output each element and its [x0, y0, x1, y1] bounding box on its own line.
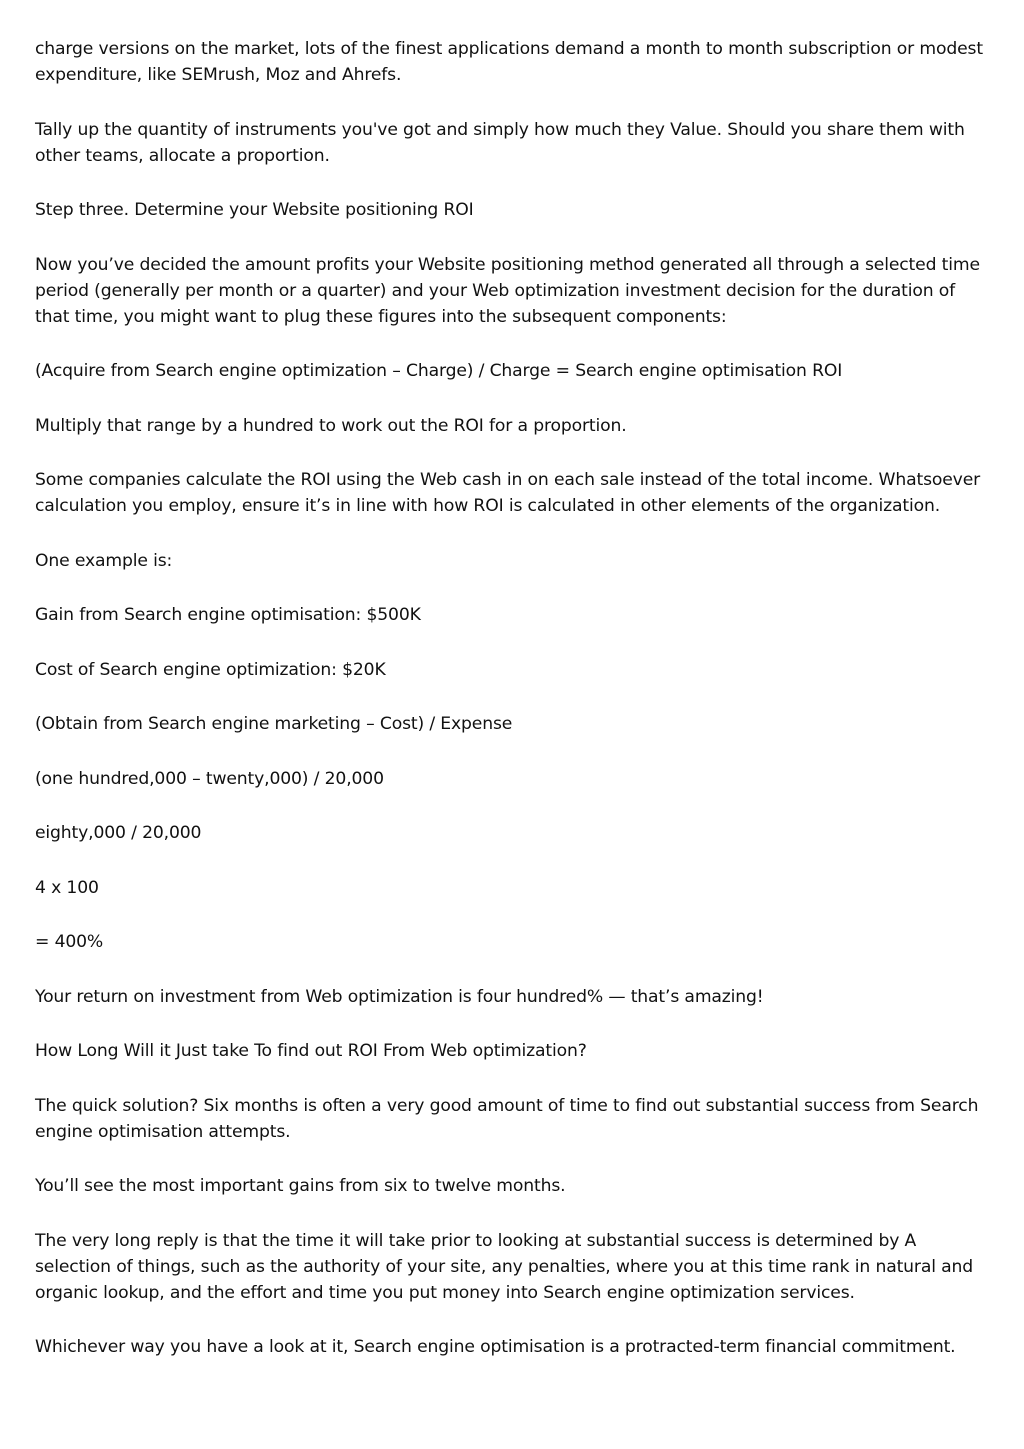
example-step-3: 4 x 100 — [35, 877, 99, 898]
paragraph-gains: You’ll see the most important gains from six to twelve months. — [35, 1176, 566, 1196]
paragraph-tools-cost: charge versions on the market, lots of the finest applications demand a month to month subscription or modest expenditure, like SEMrush, Moz and Ahrefs. — [35, 39, 983, 85]
example-step-1: (one hundred,000 – twenty,000) / 20,000 — [35, 768, 384, 789]
paragraph-companies-calculate: Some companies calculate the ROI using the Web cash in on each sale instead of the total income. Whatsoever calculation you employ, ensure it’s in line with how ROI is calculated in other elements of the organization. — [35, 470, 981, 516]
paragraph-plug-figures: Now you’ve decided the amount profits your Website positioning method generated all through a selected time period (generally per month or a quarter) and your Web optimization investment decision for the duration of that time, you might want to plug these figures into the subsequent components: — [35, 254, 980, 327]
example-formula: (Obtain from Search engine marketing – Cost) / Expense — [35, 714, 513, 734]
paragraph-return: Your return on investment from Web optimization is four hundred% — that’s amazing! — [35, 986, 764, 1007]
example-cost: Cost of Search engine optimization: $20K — [35, 659, 386, 680]
roi-formula: (Acquire from Search engine optimization – Charge) / Charge = Search engine optimisation ROI — [35, 361, 843, 381]
document-page — [35, 36, 990, 1389]
step-three-heading: Step three. Determine your Website positioning ROI — [35, 200, 474, 220]
paragraph-tally-tools: Tally up the quantity of instruments you've got and simply how much they Value. Should you share them with other teams, allocate a proportion. — [35, 119, 965, 166]
how-long-heading: How Long Will it Just take To find out ROI From Web optimization? — [35, 1041, 587, 1061]
example-step-2: eighty,000 / 20,000 — [35, 823, 202, 843]
paragraph-conclusion: Whichever way you have a look at it, Search engine optimisation is a protracted-term financial commitment. — [35, 1337, 956, 1357]
paragraph-quick-solution: The quick solution? Six months is often a very good amount of time to find out substantial success from Search engine optimisation attempts. — [35, 1095, 979, 1142]
paragraph-multiply: Multiply that range by a hundred to work out the ROI for a proportion. — [35, 415, 627, 436]
paragraph-long-reply: The very long reply is that the time it will take prior to looking at substantial success is determined by A selection of things, such as the authority of your site, any penalties, where you at this time rank in natural and organic lookup, and the effort and time you put money into Search engine optimization services. — [35, 1230, 974, 1303]
example-gain: Gain from Search engine optimisation: $500K — [35, 605, 421, 625]
example-result: = 400% — [35, 932, 104, 952]
example-intro: One example is: — [35, 550, 173, 571]
